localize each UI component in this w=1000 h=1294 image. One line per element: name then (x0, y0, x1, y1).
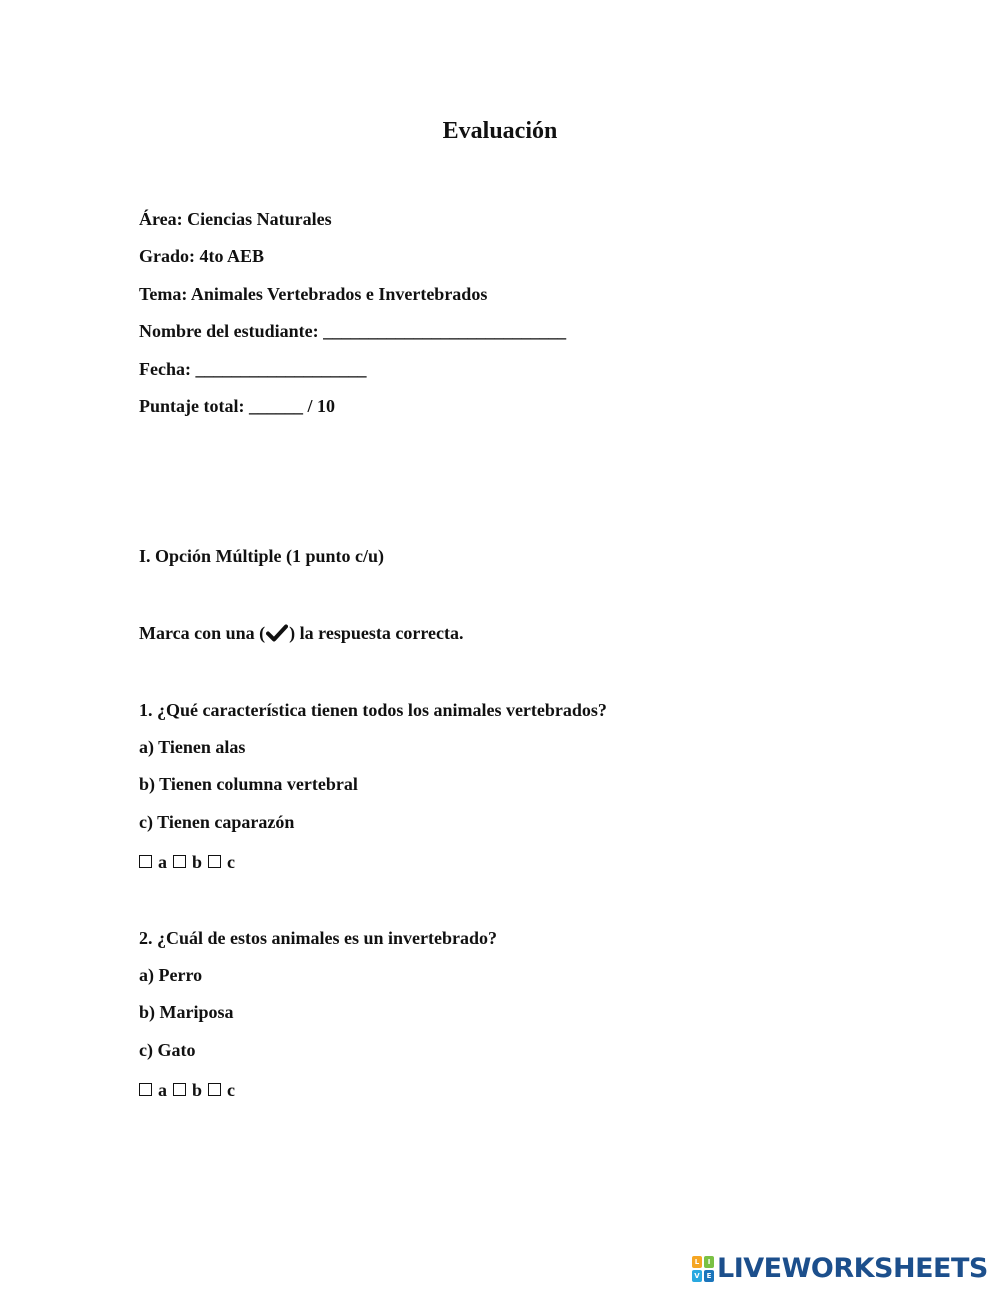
question-2-option-c: c) Gato (139, 1040, 196, 1060)
logo-mark-letter: V (692, 1270, 702, 1282)
instruction-line (139, 622, 463, 644)
q2-checkbox-b[interactable] (173, 1083, 186, 1096)
total-score-field[interactable]: Puntaje total: ______ / 10 (139, 396, 335, 416)
q1-choice-a-label: a (158, 852, 167, 872)
question-1-choices (139, 851, 241, 873)
date-field[interactable]: Fecha: ___________________ (139, 359, 367, 379)
liveworksheets-logo-mark-icon (692, 1256, 714, 1282)
grado-label: Grado: 4to AEB (139, 246, 265, 266)
instruction-after: ) la respuesta correcta. (289, 623, 464, 643)
q2-checkbox-a[interactable] (139, 1083, 152, 1096)
question-1-option-a: a) Tienen alas (139, 737, 246, 757)
instruction-before: Marca con una ( (139, 623, 266, 643)
liveworksheets-logo (692, 1254, 988, 1284)
logo-mark-letter: L (692, 1256, 702, 1268)
q1-choice-c-label: c (227, 852, 236, 872)
q1-checkbox-a[interactable] (139, 855, 152, 868)
q1-checkbox-b[interactable] (173, 855, 186, 868)
page-title: Evaluación (442, 118, 558, 144)
area-label: Área: Ciencias Naturales (139, 209, 332, 229)
logo-mark-letter: I (704, 1256, 714, 1268)
q2-checkbox-c[interactable] (208, 1083, 221, 1096)
q2-choice-a-label: a (158, 1080, 167, 1100)
logo-text: LIVEWORKSHEETS (717, 1253, 988, 1284)
logo-mark-letter: E (704, 1270, 714, 1282)
question-2-choices (139, 1079, 241, 1101)
q2-choice-b-label: b (192, 1080, 203, 1100)
question-1-option-c: c) Tienen caparazón (139, 812, 295, 832)
q2-choice-c-label: c (227, 1080, 236, 1100)
question-2-text: 2. ¿Cuál de estos animales es un invertebrado? (139, 928, 498, 948)
question-1-text: 1. ¿Qué característica tienen todos los animales vertebrados? (139, 700, 607, 720)
question-2-option-a: a) Perro (139, 965, 203, 985)
q1-checkbox-c[interactable] (208, 855, 221, 868)
checkmark-icon (266, 624, 288, 642)
tema-label: Tema: Animales Vertebrados e Invertebrados (139, 284, 488, 304)
student-name-field[interactable]: Nombre del estudiante: ___________________________ (139, 321, 567, 341)
q1-choice-b-label: b (192, 852, 203, 872)
question-2-option-b: b) Mariposa (139, 1002, 234, 1022)
question-1-option-b: b) Tienen columna vertebral (139, 774, 358, 794)
section-title: I. Opción Múltiple (1 punto c/u) (139, 546, 385, 566)
